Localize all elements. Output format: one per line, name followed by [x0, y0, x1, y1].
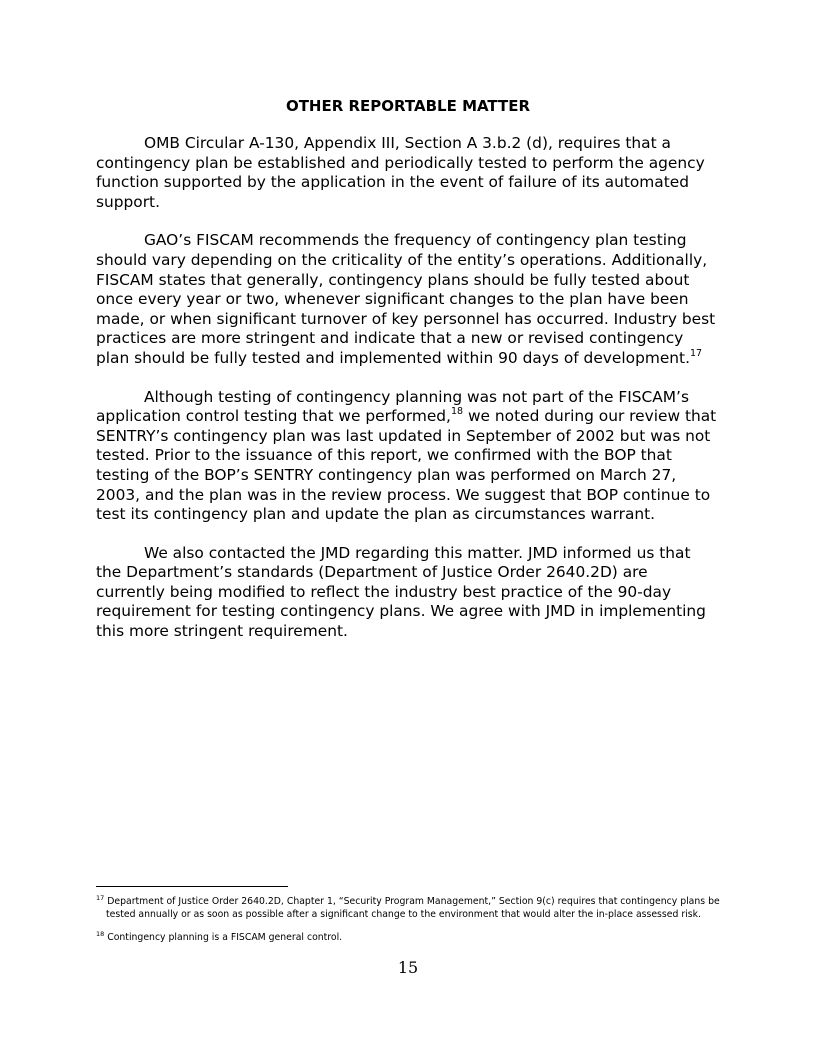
footnote-text: Department of Justice Order 2640.2D, Chapter 1, “Security Program Management,” Section 9(c) requires that contingency plans be tested annually or as soon as possible after a significant change to the environment that would alter the in-place assessed risk. [104, 896, 720, 921]
footnote-17 [96, 895, 720, 921]
paragraph-text: Although testing of contingency planning was not part of the FISCAM’s application control testing that we performed, [96, 387, 689, 426]
paragraph-sentry-testing [96, 388, 720, 525]
section-heading: OTHER REPORTABLE MATTER [285, 97, 531, 115]
paragraph-text: GAO’s FISCAM recommends the frequency of contingency plan testing should vary depending on the criticality of the entity’s operations. Additionally, FISCAM states that generally, contingency plans should be fully tested about once every year or two, whenever significant changes to the plan have been made, or when significant turnover of key personnel has occurred. Industry best practices are more stringent and indicate that a new or revised contingency plan should be fully tested and implemented within 90 days of development. [96, 231, 716, 367]
paragraph-omb-circular [96, 134, 720, 212]
footnote-number: 18 [96, 930, 105, 939]
footnote-text: Contingency planning is a FISCAM general control. [104, 932, 343, 944]
footnote-reference[interactable]: 17 [689, 347, 703, 359]
paragraph-text: We also contacted the JMD regarding this matter. JMD informed us that the Department’s standards (Department of Justice Order 2640.2D) are currently being modified to reflect the industry best practice of the 90-day requirement for testing contingency plans. We agree with JMD in implementing this more stringent requirement. [96, 543, 706, 641]
paragraph-jmd-contact [96, 544, 720, 642]
footnote-number: 17 [96, 894, 105, 902]
page-content [96, 96, 720, 661]
footnote-separator [96, 886, 288, 887]
paragraph-text: OMB Circular A-130, Appendix III, Section A 3.b.2 (d), requires that a contingency plan be established and periodically tested to perform the agency function supported by the application in the event of failure of its automated support. [96, 134, 705, 211]
footnotes-section [96, 886, 720, 955]
paragraph-fiscam-recommendation [96, 231, 720, 368]
paragraph-text: we noted during our review that SENTRY’s contingency plan was last updated in September of 2002 but was not tested. Prior to the issuance of this report, we confirmed with the BOP that testing of the BOP’s SENTRY contingency plan was performed on March 27, 2003, and the plan was in the review process. We suggest that BOP continue to test its contingency plan and update the plan as circumstances warrant. [96, 407, 717, 524]
footnote-18 [96, 931, 720, 944]
page-number: 15 [397, 958, 419, 977]
footnote-reference[interactable]: 18 [450, 406, 464, 418]
